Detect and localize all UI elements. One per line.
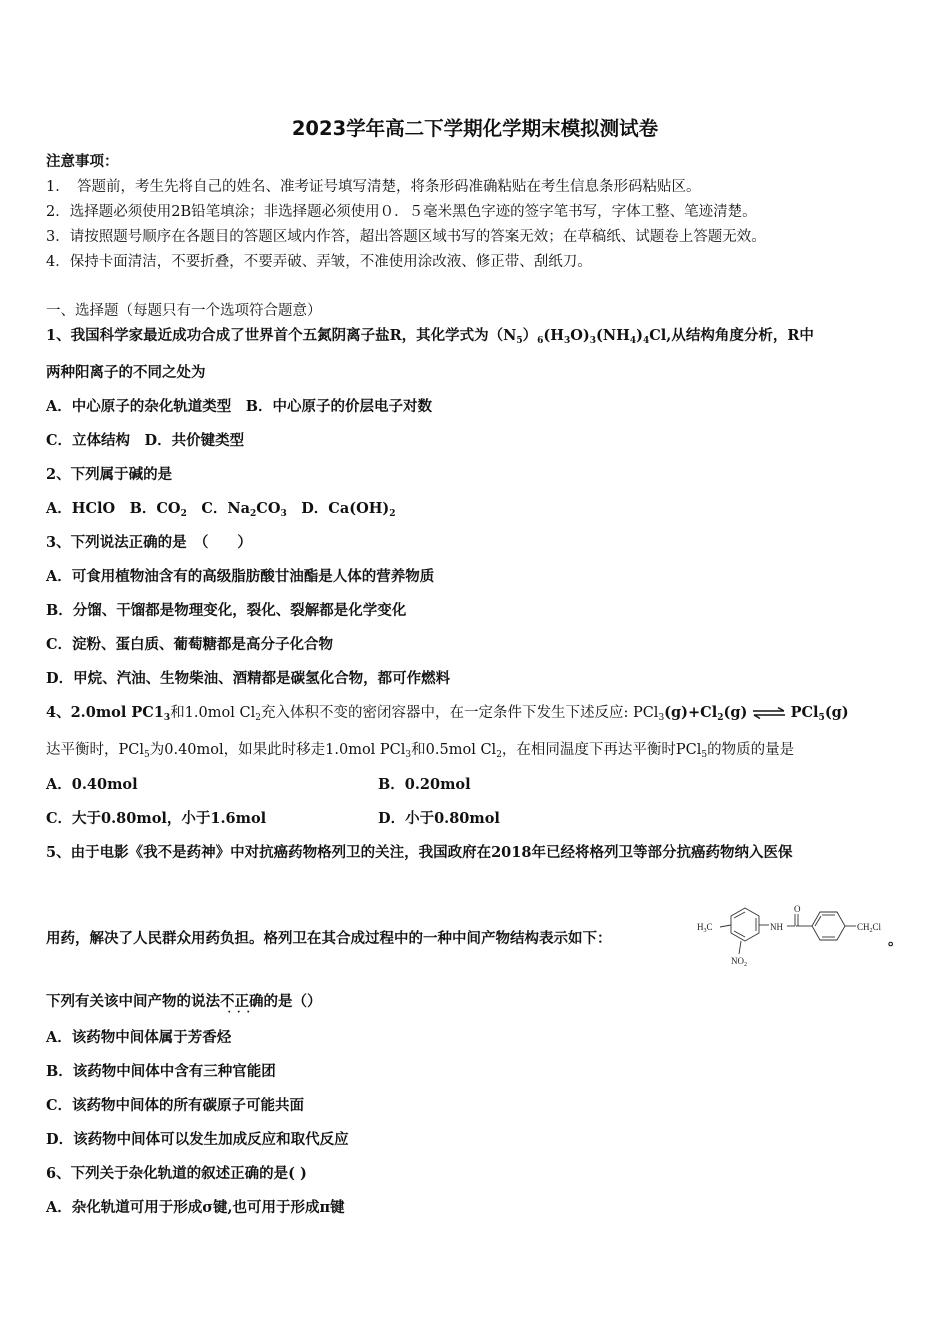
q5-question: 下列有关该中间产物的说法不正确 ··· 的是（） — [46, 993, 322, 1018]
q4-stem: 4、2.0mol $PC1_3$和1.0mol $Cl_2$充入体积不变的密闭容器中，在一定条件下发生下述反应: $PCl_3(g)+Cl_2(g)$ PCl$_5$(g) — [46, 704, 849, 723]
q3-option-d: D．甲烷、汽油、生物柴油、酒精都是碳氢化合物，都可作燃料 — [46, 670, 451, 687]
mol-methyl-label: $H_3C$ — [697, 922, 713, 934]
q3-option-b: B．分馏、干馏都是物理变化，裂化、裂解都是化学变化 — [46, 602, 407, 619]
q3-option-a: A．可食用植物油含有的高级脂肪酸甘油酯是人体的营养物质 — [46, 568, 435, 585]
q5-option-d: D．该药物中间体可以发生加成反应和取代反应 — [46, 1131, 349, 1148]
q6-option-a: A．杂化轨道可用于形成σ键,也可用于形成π键 — [46, 1199, 345, 1216]
mol-nh-label: NH — [770, 922, 783, 932]
q5-stem: 5、由于电影《我不是药神》中对抗癌药物格列卫的关注，我国政府在2018年已经将格列卫等部分抗癌药物纳入医保 — [46, 844, 793, 861]
mol-ch2cl-label: $CH_2Cl$ — [857, 922, 882, 934]
q4-option-d: D．小于0.80mol — [378, 810, 500, 827]
section-heading: 一、选择题（每题只有一个选项符合题意） — [46, 303, 322, 319]
q5-stem-cont: 用药，解决了人民群众用药负担。格列卫在其合成过程中的一种中间产物结构表示如下： — [46, 930, 612, 947]
mol-o-label: O — [794, 904, 801, 914]
note-item: 1． 答题前，考生先将自己的姓名、准考证号填写清楚，将条形码准确粘贴在考生信息条形码粘贴区。 — [46, 179, 701, 195]
equilibrium-arrow-icon — [752, 707, 786, 719]
note-item: 2．选择题必须使用2B铅笔填涂；非选择题必须使用０．５毫米黑色字迹的签字笔书写，字体工整、笔迹清楚。 — [46, 204, 757, 220]
q4-option-a: A．0.40mol — [46, 776, 138, 793]
mol-no2-label: $NO_2$ — [731, 956, 747, 968]
note-item: 4．保持卡面清洁，不要折叠，不要弄破、弄皱，不准使用涂改液、修正带、刮纸刀。 — [46, 254, 592, 270]
q2-options: A．HClO B．$CO_2$ C．$Na_2CO_3$ D．$Ca(OH)_2$ — [46, 500, 396, 519]
q5-period: 。 — [888, 932, 903, 949]
q1-options-ab: A．中心原子的杂化轨道类型 B．中心原子的价层电子对数 — [46, 398, 433, 415]
molecule-structure-diagram — [695, 898, 895, 970]
q1-stem: 1、我国科学家最近成功合成了世界首个五氮阴离子盐R，其化学式为$(N_5)_6(H_3O)_3(NH_4)_4Cl$,从结构角度分析，R中 — [46, 327, 814, 346]
q1-options-cd: C．立体结构 D．共价键类型 — [46, 432, 245, 449]
q2-stem: 2、下列属于碱的是 — [46, 466, 173, 483]
q5-option-a: A．该药物中间体属于芳香烃 — [46, 1029, 232, 1046]
q6-stem: 6、下列关于杂化轨道的叙述正确的是( ) — [46, 1165, 307, 1182]
q1-stem-cont: 两种阳离子的不同之处为 — [46, 364, 206, 381]
q5-option-b: B．该药物中间体中含有三种官能团 — [46, 1063, 276, 1080]
q3-stem: 3、下列说法正确的是 （ ） — [46, 534, 252, 551]
q4-stem-cont: 达平衡时，PCl$_5$为0.40mol，如果此时移走1.0mol PCl$_3$和0.5mol $Cl_2$，在相同温度下再达平衡时PCl$_5$的物质的量是 — [46, 742, 795, 760]
notes-heading: 注意事项： — [46, 153, 119, 170]
q4-option-c: C．大于0.80mol，小于1.6mol — [46, 810, 267, 827]
q5-option-c: C．该药物中间体的所有碳原子可能共面 — [46, 1097, 305, 1114]
page-title: 2023学年高二下学期化学期末模拟测试卷 — [291, 117, 659, 140]
q3-option-c: C．淀粉、蛋白质、葡萄糖都是高分子化合物 — [46, 636, 334, 653]
q4-option-b: B．0.20mol — [378, 776, 471, 793]
note-item: 3．请按照题号顺序在各题目的答题区域内作答，超出答题区域书写的答案无效；在草稿纸、试题卷上答题无效。 — [46, 229, 766, 245]
emphasis-not-correct: 不正确 ··· — [220, 993, 264, 1018]
